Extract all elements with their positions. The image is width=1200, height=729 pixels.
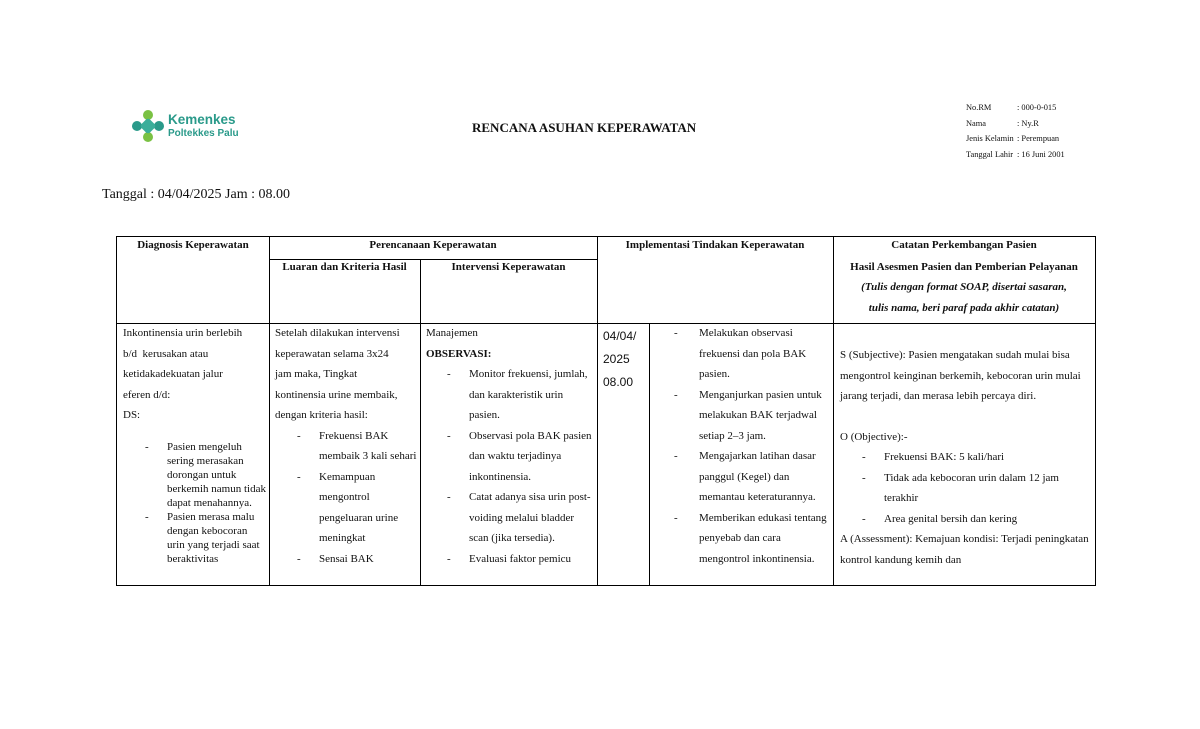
- diagnosis-line: DS:: [123, 409, 141, 421]
- header-implementasi: Implementasi Tindakan Keperawatan: [625, 239, 805, 251]
- luaran-line: dengan kriteria hasil:: [275, 409, 368, 421]
- list-item: - Memberikan edukasi tentang penyebab dan cara mengontrol inkontinensia.: [674, 508, 830, 570]
- list-item: - Frekuensi BAK membaik 3 kali sehari: [275, 426, 418, 467]
- patient-info-label: Nama: [966, 118, 986, 128]
- list-item-text: Tidak ada kebocoran urin dalam 12 jam terakhir: [884, 471, 1059, 504]
- list-item-text: Sensai BAK: [319, 552, 374, 565]
- list-item: - Observasi pola BAK pasien dan waktu terjadinya inkontinensia.: [426, 426, 596, 488]
- patient-info-value: : Perempuan: [1017, 134, 1060, 143]
- header-diagnosis: Diagnosis Keperawatan: [137, 239, 249, 251]
- implementasi-date-line: 04/04/: [603, 329, 637, 343]
- list-item: - Frekuensi BAK: 5 kali/hari: [840, 447, 1092, 468]
- list-item-text: Frekuensi BAK membaik 3 kali sehari: [319, 429, 417, 462]
- catatan-subjective: S (Subjective): Pasien mengatakan sudah mulai bisa mengontrol keinginan berkemih, kebocoran urin mulai jarang terjadi, dan merasa lebih percaya diri.: [840, 349, 1081, 402]
- document-title: RENCANA ASUHAN KEPERAWATAN: [472, 120, 697, 135]
- care-plan-table: [116, 236, 1096, 586]
- diagnosis-line: b/d kerusakan atau: [123, 347, 209, 360]
- luaran-line: Setelah dilakukan intervensi: [275, 327, 400, 339]
- list-item-text: Pasien mengeluh sering merasakan dorongan untuk berkemih namun tidak dapat menahannya.: [167, 440, 266, 509]
- diagnosis-line: eferen d/d:: [123, 388, 171, 401]
- column-divider: [597, 237, 598, 585]
- list-item-text: Mengajarkan latihan dasar panggul (Kegel) dan memantau keteraturannya.: [699, 450, 816, 503]
- header-catatan-sub: Hasil Asesmen Pasien dan Pemberian Pelayanan: [850, 261, 1078, 273]
- patient-info-label: No.RM: [966, 103, 992, 112]
- header-perencanaan: Perencanaan Keperawatan: [369, 239, 497, 251]
- luaran-line: jam maka, Tingkat: [275, 368, 358, 380]
- implementasi-date: [603, 325, 647, 394]
- header-catatan-note-1: (Tulis dengan format SOAP, disertai sasaran,: [861, 281, 1067, 293]
- list-item-text: Frekuensi BAK: 5 kali/hari: [884, 451, 1005, 463]
- list-item: - Menganjurkan pasien untuk melakukan BAK terjadwal setiap 2–3 jam.: [674, 385, 830, 447]
- header-catatan-note-2: tulis nama, beri paraf pada akhir catatan): [868, 302, 1060, 314]
- column-divider: [420, 259, 421, 585]
- kemenkes-logo: [131, 109, 241, 145]
- patient-info-label: Jenis Kelamin: [966, 134, 1014, 143]
- patient-info-row: [966, 116, 1065, 132]
- catatan-cell: [840, 345, 1092, 570]
- patient-info-row: [966, 100, 1065, 116]
- patient-info: [966, 100, 1065, 162]
- intervensi-section: OBSERVASI:: [426, 347, 492, 360]
- logo-brand: Kemenkes: [168, 112, 236, 127]
- list-item: - Area genital bersih dan kering: [840, 509, 1092, 530]
- list-item: - Sensai BAK: [275, 549, 418, 570]
- list-item-text: Kemampuan mengontrol pengeluaran urine meningkat: [319, 470, 399, 544]
- list-item-text: Memberikan edukasi tentang penyebab dan cara mengontrol inkontinensia.: [699, 511, 827, 565]
- row-divider: [269, 259, 597, 260]
- date-time-line: Tanggal : 04/04/2025 Jam : 08.00: [102, 187, 291, 202]
- intervensi-label: Manajemen: [426, 327, 478, 339]
- patient-info-value: : 000-0-015: [1017, 103, 1057, 112]
- patient-info-row: [966, 131, 1065, 147]
- list-item: - Melakukan observasi frekuensi dan pola BAK pasien.: [674, 323, 830, 385]
- diagnosis-cell: [123, 323, 267, 566]
- implementasi-cell: [674, 323, 830, 569]
- header-luaran: Luaran dan Kriteria Hasil: [282, 261, 407, 273]
- logo-subtitle: Poltekkes Palu: [168, 128, 239, 139]
- column-divider: [269, 237, 270, 585]
- list-item-text: Melakukan observasi frekuensi dan pola BAK pasien.: [699, 327, 807, 380]
- luaran-line: keperawatan selama 3x24: [275, 347, 389, 360]
- list-item: - Monitor frekuensi, jumlah, dan karakteristik urin pasien.: [426, 364, 596, 426]
- list-item: - Kemampuan mengontrol pengeluaran urine meningkat: [275, 467, 418, 549]
- list-item: - Pasien mengeluh sering merasakan dorongan untuk berkemih namun tidak dapat menahannya.: [145, 440, 266, 509]
- list-item-text: Area genital bersih dan kering: [884, 512, 1018, 525]
- patient-info-value: : Ny.R: [1017, 118, 1039, 128]
- column-divider: [649, 323, 650, 585]
- diagnosis-line: Inkontinensia urin berlebih: [123, 327, 243, 339]
- list-item-text: Catat adanya sisa urin post-voiding melalui bladder scan (jika tersedia).: [469, 491, 591, 544]
- list-item-text: Observasi pola BAK pasien dan waktu terjadinya inkontinensia.: [469, 429, 592, 483]
- list-item: - Evaluasi faktor pemicu: [426, 549, 596, 570]
- list-item: - Tidak ada kebocoran urin dalam 12 jam terakhir: [840, 468, 1092, 509]
- implementasi-date-line: 2025: [603, 352, 630, 366]
- kemenkes-logo-icon: [131, 109, 165, 143]
- list-item-text: Menganjurkan pasien untuk melakukan BAK terjadwal setiap 2–3 jam.: [699, 388, 822, 442]
- list-item: - Catat adanya sisa urin post-voiding melalui bladder scan (jika tersedia).: [426, 487, 596, 549]
- implementasi-time: 08.00: [603, 375, 634, 389]
- patient-info-value: : 16 Juni 2001: [1017, 149, 1065, 159]
- diagnosis-line: ketidakadekuatan jalur: [123, 368, 223, 380]
- list-item: - Pasien merasa malu dengan kebocoran urin yang terjadi saat beraktivitas: [123, 510, 267, 566]
- list-item: - Mengajarkan latihan dasar panggul (Kegel) dan memantau keteraturannya.: [674, 446, 830, 508]
- catatan-objective-label: O (Objective):-: [840, 430, 908, 443]
- header-intervensi: Intervensi Keperawatan: [451, 261, 566, 273]
- intervensi-cell: [426, 323, 596, 569]
- patient-info-row: [966, 147, 1065, 163]
- diagnosis-bullets: [123, 440, 267, 566]
- list-item-text: Monitor frekuensi, jumlah, dan karakteristik urin pasien.: [469, 368, 588, 421]
- header-catatan: Catatan Perkembangan Pasien: [891, 239, 1037, 251]
- luaran-line: kontinensia urine membaik,: [275, 388, 398, 401]
- patient-info-label: Tanggal Lahir: [966, 149, 1014, 159]
- luaran-cell: [275, 323, 418, 569]
- list-item-text: Evaluasi faktor pemicu: [469, 552, 572, 565]
- list-item-text: Pasien merasa malu dengan kebocoran urin yang terjadi saat beraktivitas: [167, 510, 260, 565]
- catatan-assessment: A (Assessment): Kemajuan kondisi: Terjadi peningkatan kontrol kandung kemih dan: [840, 533, 1089, 566]
